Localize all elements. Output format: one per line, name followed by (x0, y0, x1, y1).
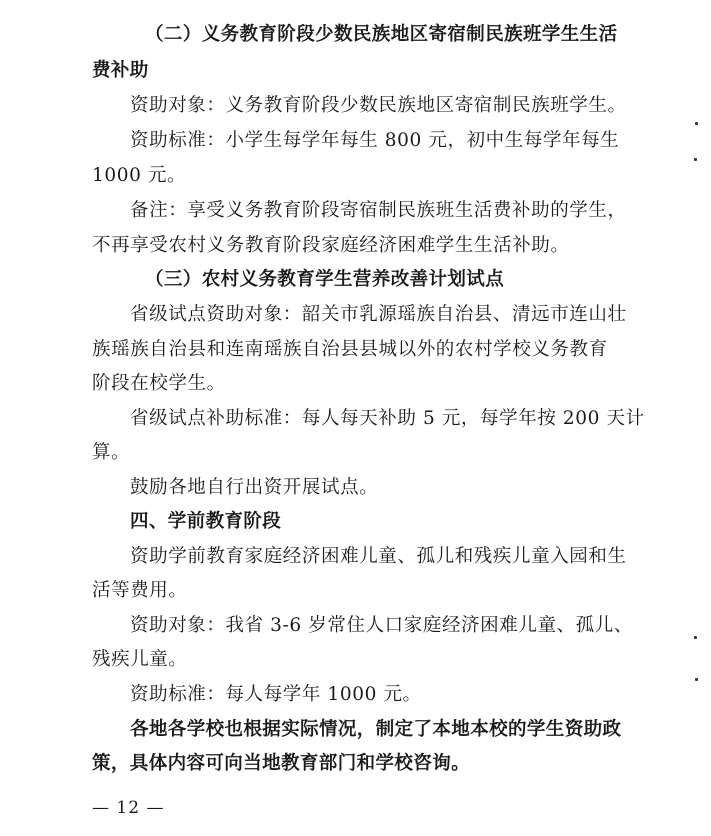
paragraph-line: 资助标准：小学生每学年每生 800 元，初中生每学年每生 (130, 130, 620, 151)
paragraph-line: 算。 (92, 442, 131, 463)
scan-speck (694, 636, 697, 639)
paragraph-line: 资助标准：每人每学年 1000 元。 (130, 684, 422, 705)
paragraph-line: 族瑶族自治县和连南瑶族自治县县城以外的农村学校义务教育 (92, 339, 608, 360)
scan-speck (695, 122, 698, 125)
page-number: — 12 — (92, 798, 165, 818)
paragraph-line: 鼓励各地自行出资开展试点。 (130, 477, 379, 498)
section-heading-2-line1: （二）义务教育阶段少数民族地区寄宿制民族班学生生活 (145, 24, 618, 45)
closing-note-line1: 各地各学校也根据实际情况，制定了本地本校的学生资助政 (130, 719, 622, 740)
paragraph-line: 阶段在校学生。 (92, 373, 226, 394)
paragraph-line: 资助对象：义务教育阶段少数民族地区寄宿制民族班学生。 (130, 95, 627, 116)
paragraph-line: 1000 元。 (92, 165, 187, 186)
closing-note-line2: 策，具体内容可向当地教育部门和学校咨询。 (92, 753, 471, 774)
scan-speck (694, 158, 697, 161)
section-heading-3: （三）农村义务教育学生营养改善计划试点 (145, 269, 505, 290)
paragraph-line: 不再享受农村义务教育阶段家庭经济困难学生生活补助。 (92, 235, 570, 256)
section-heading-4: 四、学前教育阶段 (130, 511, 282, 532)
paragraph-line: 省级试点补助标准：每人每天补助 5 元，每学年按 200 天计 (130, 408, 645, 429)
paragraph-line: 残疾儿童。 (92, 649, 188, 670)
paragraph-line: 资助对象：我省 3-6 岁常住人口家庭经济困难儿童、孤儿、 (130, 615, 633, 636)
paragraph-line: 活等费用。 (92, 580, 188, 601)
paragraph-line: 备注：享受义务教育阶段寄宿制民族班生活费补助的学生， (130, 200, 627, 221)
scan-speck (695, 678, 698, 681)
paragraph-line: 资助学前教育家庭经济困难儿童、孤儿和残疾儿童入园和生 (130, 546, 627, 567)
section-heading-2-line2: 费补助 (92, 60, 149, 81)
paragraph-line: 省级试点资助对象：韶关市乳源瑶族自治县、清远市连山壮 (130, 304, 627, 325)
